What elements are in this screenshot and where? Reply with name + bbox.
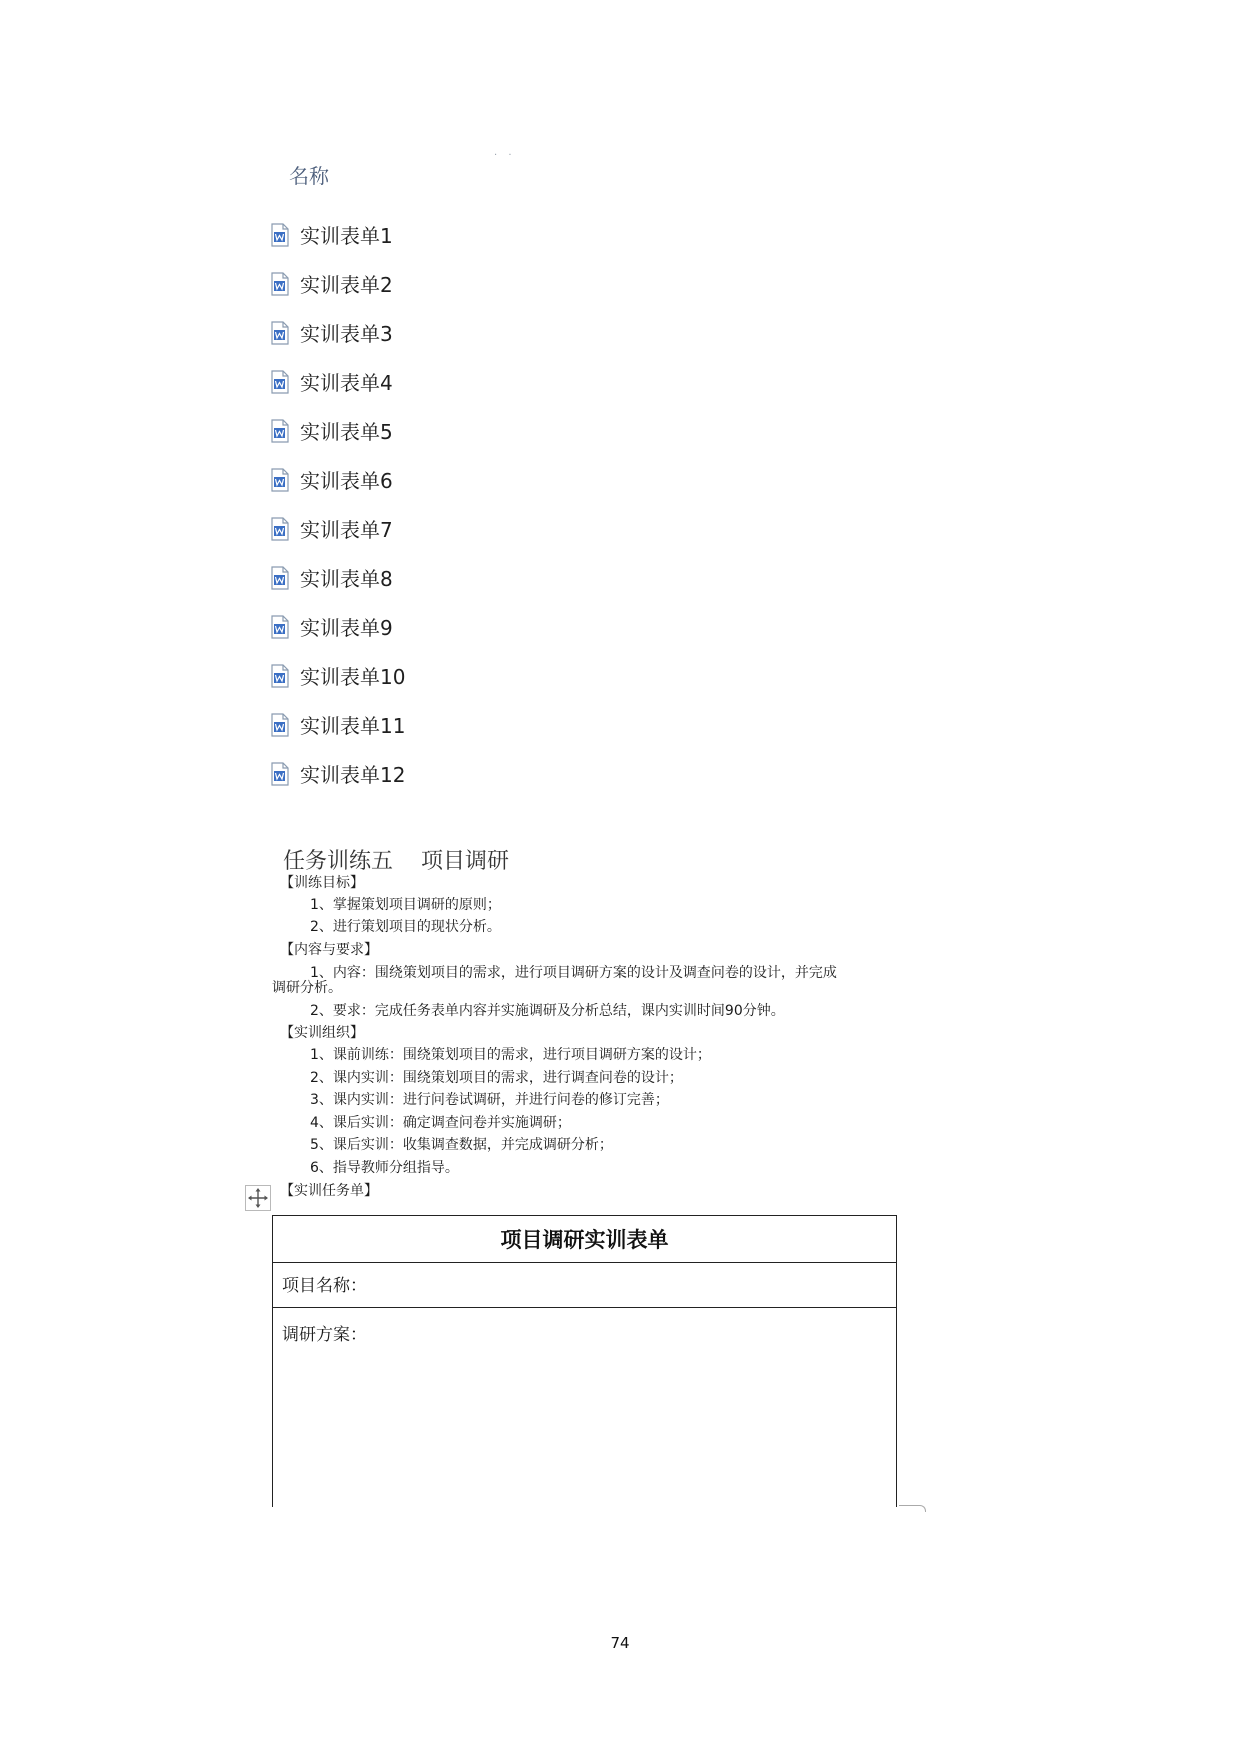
- content-item-wrap: 调研分析。: [272, 980, 342, 996]
- file-name: 实训表单11: [300, 714, 406, 738]
- word-document-icon: [270, 419, 290, 443]
- file-item[interactable]: [270, 259, 405, 308]
- file-item[interactable]: [270, 651, 405, 700]
- file-item[interactable]: [270, 749, 405, 798]
- word-document-icon: [270, 468, 290, 492]
- file-name: 实训表单2: [300, 273, 393, 297]
- requirement-item: 2、要求：完成任务表单内容并实施调研及分析总结，课内实训时间90分钟。: [310, 1003, 785, 1019]
- table-move-handle[interactable]: [245, 1185, 271, 1211]
- organization-heading: 【实训组织】: [280, 1025, 364, 1041]
- content-heading: 【内容与要求】: [280, 942, 378, 958]
- word-document-icon: [270, 713, 290, 737]
- objective-item: 1、掌握策划项目调研的原则；: [310, 897, 501, 913]
- file-item[interactable]: [270, 406, 405, 455]
- file-list: [270, 210, 405, 798]
- word-document-icon: [270, 762, 290, 786]
- organization-item: 1、课前训练：围绕策划项目的需求，进行项目调研方案的设计；: [310, 1047, 711, 1063]
- move-arrows-icon: [246, 1186, 270, 1210]
- research-form-table: [272, 1215, 897, 1507]
- objectives-heading: 【训练目标】: [280, 875, 364, 891]
- file-name: 实训表单10: [300, 665, 406, 689]
- file-item[interactable]: [270, 700, 405, 749]
- word-document-icon: [270, 615, 290, 639]
- task-title: 任务训练五 项目调研: [283, 849, 509, 874]
- file-name: 实训表单9: [300, 616, 393, 640]
- file-name: 实训表单12: [300, 763, 406, 787]
- file-item[interactable]: [270, 553, 405, 602]
- file-name: 实训表单8: [300, 567, 393, 591]
- project-name-label: 项目名称：: [282, 1276, 367, 1296]
- form-title: 项目调研实训表单: [273, 1216, 896, 1263]
- task-sheet-heading: 【实训任务单】: [280, 1183, 378, 1199]
- word-document-icon: [270, 272, 290, 296]
- file-name: 实训表单1: [300, 224, 393, 248]
- file-name: 实训表单5: [300, 420, 393, 444]
- word-document-icon: [270, 566, 290, 590]
- organization-item: 3、课内实训：进行问卷试调研，并进行问卷的修订完善；: [310, 1092, 669, 1108]
- project-name-cell[interactable]: [273, 1263, 896, 1308]
- table-resize-handle[interactable]: [899, 1505, 926, 1512]
- word-document-icon: [270, 370, 290, 394]
- word-document-icon: [270, 664, 290, 688]
- word-document-icon: [270, 321, 290, 345]
- file-name: 实训表单4: [300, 371, 393, 395]
- file-name: 实训表单3: [300, 322, 393, 346]
- research-plan-label: 调研方案：: [282, 1325, 367, 1345]
- file-item[interactable]: [270, 455, 405, 504]
- research-plan-cell[interactable]: [273, 1308, 896, 1507]
- file-item[interactable]: [270, 602, 405, 651]
- page-number: 74: [610, 1634, 630, 1652]
- objective-item: 2、进行策划项目的现状分析。: [310, 919, 501, 935]
- file-item[interactable]: [270, 308, 405, 357]
- header-dots: · ·: [494, 150, 516, 161]
- organization-item: 5、课后实训：收集调查数据，并完成调研分析；: [310, 1137, 613, 1153]
- word-document-icon: [270, 517, 290, 541]
- file-list-header[interactable]: 名称: [289, 164, 329, 188]
- organization-item: 2、课内实训：围绕策划项目的需求，进行调查问卷的设计；: [310, 1070, 683, 1086]
- file-item[interactable]: [270, 504, 405, 553]
- content-item-line: 1、内容：围绕策划项目的需求，进行项目调研方案的设计及调查问卷的设计，并完成: [310, 965, 837, 981]
- organization-item: 4、课后实训：确定调查问卷并实施调研；: [310, 1115, 571, 1131]
- file-item[interactable]: [270, 357, 405, 406]
- file-name: 实训表单7: [300, 518, 393, 542]
- word-document-icon: [270, 223, 290, 247]
- organization-item: 6、指导教师分组指导。: [310, 1160, 459, 1176]
- file-item[interactable]: [270, 210, 405, 259]
- file-name: 实训表单6: [300, 469, 393, 493]
